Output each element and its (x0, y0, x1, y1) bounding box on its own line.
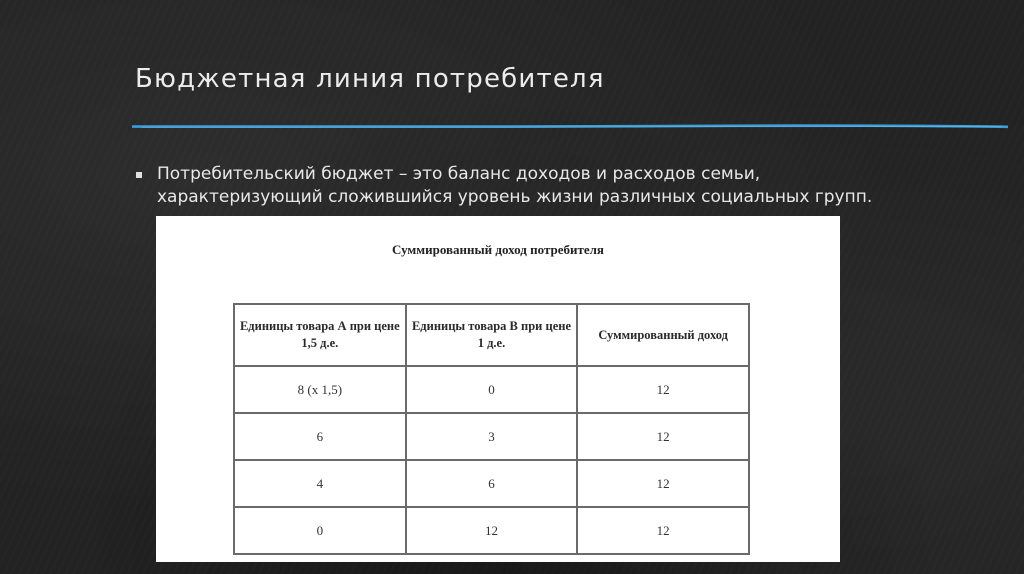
bullet-square-icon (136, 172, 142, 178)
table-row (234, 507, 749, 554)
header-goods-b: Единицы товара В при цене 1 д.е. (406, 304, 578, 366)
table-image (156, 216, 840, 562)
cell-goods-a: 6 (234, 413, 406, 460)
cell-goods-b: 3 (406, 413, 578, 460)
income-table (233, 303, 750, 555)
cell-total: 12 (577, 413, 749, 460)
cell-goods-b: 12 (406, 507, 578, 554)
cell-goods-a: 0 (234, 507, 406, 554)
bullet-text: Потребительский бюджет – это баланс доходов и расходов семьи, характеризующий сложившийся уровень жизни различных социальных групп. (157, 164, 873, 207)
cell-total: 12 (577, 460, 749, 507)
table-header-row (234, 304, 749, 366)
cell-total: 12 (577, 366, 749, 413)
table-row (234, 366, 749, 413)
header-total-income: Суммированный доход (577, 304, 749, 366)
slide-title: Бюджетная линия потребителя (135, 64, 605, 94)
table-caption: Суммированный доход потребителя (392, 242, 604, 257)
cell-total: 12 (577, 507, 749, 554)
cell-goods-a: 4 (234, 460, 406, 507)
bullet-item (135, 163, 915, 209)
bullet-list (135, 163, 915, 209)
title-divider (132, 124, 1008, 129)
header-goods-a: Единицы товара А при цене 1,5 д.е. (234, 304, 406, 366)
table-row (234, 460, 749, 507)
cell-goods-a: 8 (х 1,5) (234, 366, 406, 413)
cell-goods-b: 0 (406, 366, 578, 413)
table-row (234, 413, 749, 460)
cell-goods-b: 6 (406, 460, 578, 507)
